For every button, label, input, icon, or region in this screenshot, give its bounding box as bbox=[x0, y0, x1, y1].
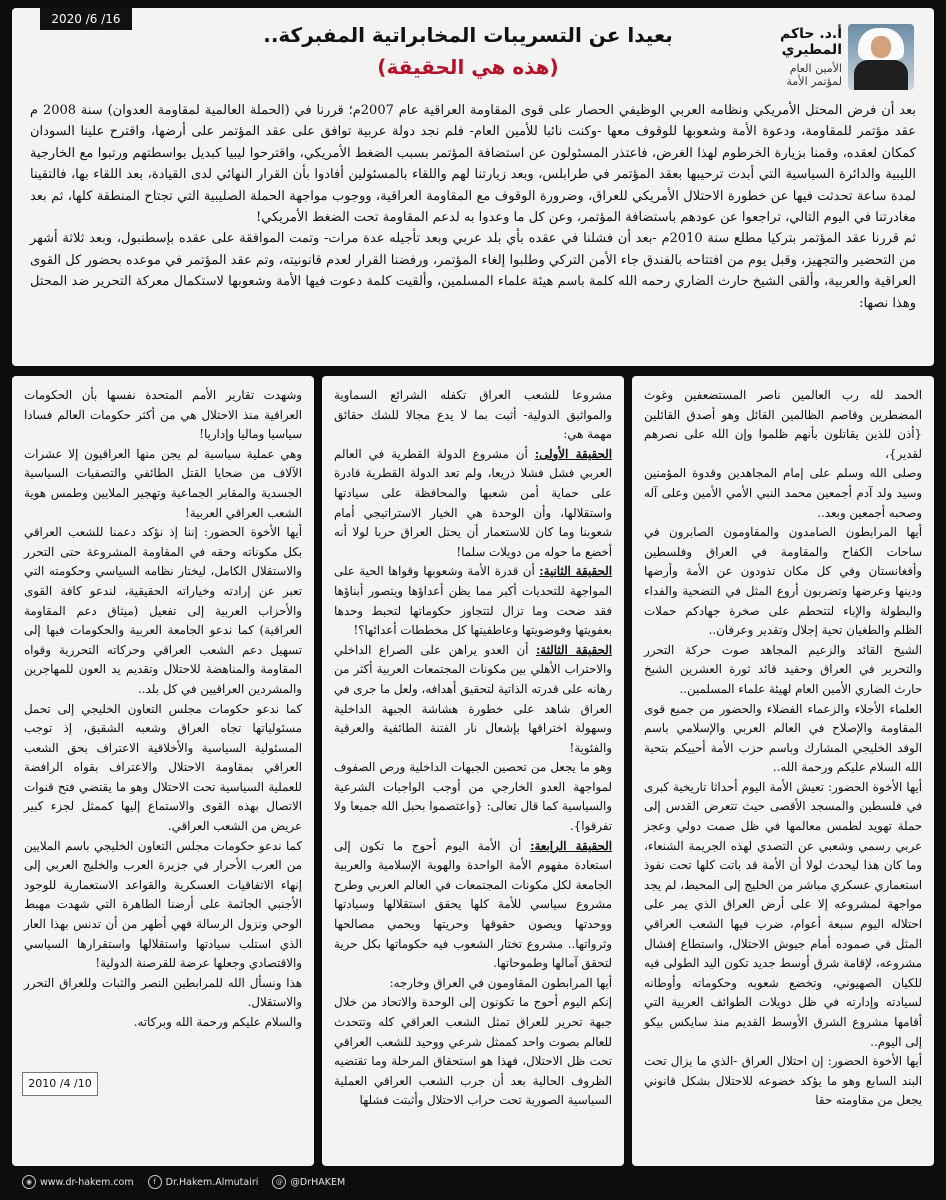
footer-facebook[interactable] bbox=[148, 1175, 259, 1189]
paragraph: كما ندعو حكومات مجلس التعاون الخليجي إلى تحمل مسئولياتها تجاه العراق وشعبه الشقيق، إذ توجب المسئولية السياسية والأخلاقية الاعتراف بحق الشعب العراقي بمقاومة الاحتلال والاعتراف بقواه الرافضة للعملية السياسية تحت الاحتلال وهو ما يقتضي فتح قنوات الاتصال بهذه القوى والاستماع إليها كممثل لجزء كبير عريض من الشعب العراقي. bbox=[24, 701, 302, 834]
paragraph: وشهدت تقارير الأمم المتحدة نفسها بأن الحكومات العراقية منذ الاحتلال هي من أكثر حكومات العالم فسادا سياسيا وماليا وإداريا! bbox=[24, 388, 302, 442]
publish-date: 2020 /6 /16 bbox=[40, 8, 132, 30]
paragraph bbox=[334, 562, 612, 640]
headline-main: بعيدا عن التسريبات المخابراتية المفبركة.. bbox=[263, 23, 673, 47]
article-header-card bbox=[12, 8, 934, 366]
paragraph: وهي عملية سياسية لم يجن منها العراقيون إلا عشرات الآلاف من ضحايا القتل الطائفي والتصفيات السياسية الجسدية والمقابر الجماعية وتهجير الملايين وطمس هوية الشعب العراقي العربية! bbox=[24, 446, 302, 520]
paragraph-body: أن العدو يراهن على الصراع الداخلي والاحتراب الأهلي بين مكونات المجتمعات العربية أكثر من رهانه على قدرته الذاتية لتحقيق أهدافه، ولعل ما جرى في العراق شاهد على خطورة هشاشة الجبهة الداخلية وسهولة اختراقها بإشعال نار الفتنة الطائفية والعرقية والفئوية! bbox=[334, 642, 612, 755]
footer-twitter[interactable] bbox=[272, 1175, 345, 1189]
author-name: أ.د. حاكم المطيري bbox=[780, 26, 842, 58]
paragraph: العلماء الأجلاء والزعماء الفضلاء والحضور من جميع قوى المقاومة والإصلاح في العالم العربي والإسلامي باسم الوفد الخليجي المشارك وباسم حزب الأمة أحييكم بتحية الله السلام عليكم ورحمة الله.. bbox=[644, 701, 922, 775]
footer-label: Dr.Hakem.Almutairi bbox=[165, 1176, 259, 1188]
paragraph: أيها الأخوة الحضور: تعيش الأمة اليوم أحداثا تاريخية كبرى في فلسطين والمسجد الأقصى حيث تتعرض القدس إلى حملة تهويد لطمس معالمها في ظل صمت دولي وعجز عربي رسمي وشعبي عن التصدي لهذه الجريمة الشنعاء، وما كان هذا ليحدث لولا أن الأمة قد باتت كلها تحت نفوذ استعماري عسكري مباشر من الخليج إلى المحيط، لم يجد مواجهة لمشروعه إلا على أرض العراق الذي يمر على احتلاله اليوم سبعة أعوام، ضرب فيها الشعب العراقي المثل في صموده أمام جيوش الاحتلال، واستطاع إفشال مشروعه، لإقامة شرق أوسط جديد تكون اليد الطولى فيه للكيان الصهيوني، وتخضع شعوبه وحكوماته وأوطانه لسيادته وإدارته في ظل دويلات الطوائف العربية التي أقامها مشروع الشرق الأوسط القديم منذ سايكس بيكو إلى اليوم.. bbox=[644, 779, 922, 1049]
footer-social bbox=[22, 1172, 345, 1192]
truth-heading: الحقيقة الأولى: bbox=[534, 446, 612, 461]
footer-label: @DrHAKEM bbox=[290, 1176, 346, 1188]
intro-text bbox=[30, 100, 916, 314]
paragraph: وصلى الله وسلم على إمام المجاهدين وقدوة المؤمنين وسيد ولد آدم أجمعين محمد النبي الأمي الأمين وعلى آله وصحبه أجمعين وبعد.. bbox=[644, 466, 922, 520]
at-icon: @ bbox=[272, 1175, 286, 1189]
paragraph bbox=[334, 641, 612, 759]
facebook-icon: f bbox=[148, 1175, 162, 1189]
speech-date: 2010 /4 /10 bbox=[22, 1072, 98, 1096]
author-box bbox=[764, 24, 914, 90]
paragraph: والسلام عليكم ورحمة الله وبركاته. bbox=[133, 1015, 302, 1029]
intro-paragraph: ثم قررنا عقد المؤتمر بتركيا مطلع سنة 2010م -بعد أن فشلنا في عقده بأي بلد عربي وبعد تأجيله عدة مرات- وتمت الموافقة على عقده بإسطنبول، وبعد ثلاثة أشهر من التحضير والتجهيز، وقبل يوم من افتتاحه بالفندق جاء الأمن التركي وطلبوا إلغاء المؤتمر، ورفضنا القرار لعدم قانونيته، وتم عقد المؤتمر في موعده بحضور كل القوى العراقية والعربية، وألقى الشيخ حارث الضاري رحمه الله كلمة باسم هيئة علماء المسلمين، وألقيت كلمة دعوت فيها الأمة وشعوبها لاستكمال معركة التحرير ضد المحتل وهذا نصها: bbox=[30, 231, 916, 311]
column-left bbox=[12, 376, 314, 1166]
column-right bbox=[632, 376, 934, 1166]
paragraph: الحمد لله رب العالمين ناصر المستضعفين وغوث المضطرين وقاصم الظالمين القائل وهو أصدق القائلين {أذن للذين يقاتلون بأنهم ظلموا وإن الله على نصرهم لقدير}، bbox=[644, 388, 922, 461]
footer-label: www.dr-hakem.com bbox=[40, 1176, 134, 1188]
paragraph-body: أن مشروع الدولة القطرية في العالم العربي فشل فشلا ذريعا، ولم تعد الدولة القطرية قادرة على حماية أمن شعبها والمحافظة على سيادتها واستقلالها، وأن الوحدة هي الخيار الاستراتيجي أمام شعوبنا وما كان للاستعمار أن يحتل العراق حربا لولا أنه أخضع ما حوله من دويلات سلما! bbox=[334, 446, 612, 559]
intro-paragraph: بعد أن فرض المحتل الأمريكي ونظامه العربي الوظيفي الحصار على قوى المقاومة العراقية عام 2007م؛ قررنا في (الحملة العالمية لمقاومة العدوان) سنة 2008 م عقد مؤتمر للمقاومة، ودعوة الأمة وشعوبها للوقوف معها -وكنت نائبا للأمين العام- فلم نجد دولة عربية توافق على عقد المؤتمر على أرضها، واقترح علينا السودان كمكان لعقده، وقمنا بزيارة الخرطوم لهذا الغرض، فاعتذر المسئولون عن استضافة المؤتمر بسبب الضغط الأمريكي، واقترحوا ليبيا كبديل بواسطتهم ورتبوا مع الخارجية الليبية والدائرة السياسية التي أبدت ترحيبها بعقد المؤتمر في طرابلس، وبعد زيارتنا لهم واللقاء بالمسئولين أفادوا بأن القرار النهائي لدى القيادة، بعد اللقاء بها، فالتقينا لمدة ساعة تحدثت فيها عن خطورة الاحتلال الأمريكي للعراق، وضرورة الوقوف مع المقاومة العراقية، ووجوب مواجهة الحملة الصليبية التي تجتاح المنطقة كلها، ثم بعد مغادرتنا في اليوم التالي، تراجعوا عن عودهم باستضافة المؤتمر، وعن كل ما وعدوا به لدعم المقاومة تحت الضغط الأمريكي! bbox=[30, 103, 916, 226]
paragraph: كما ندعو حكومات مجلس التعاون الخليجي باسم الملايين من العرب الأحرار في جزيرة العرب والخليج العربي إلى إنهاء الاتفاقيات العسكرية والقواعد الاستعمارية للوجود الأجنبي الجاثمة على أرضنا الطاهرة التي شهدت مهبط الوحي ونزول الرسالة فهي أطهر من أن تدنس بهذا العار الذي استلب سيادتها واستقلالها واستقرارها السياسي والاقتصادي وجعلها عرضة للقرصنة الدولية! bbox=[24, 838, 302, 971]
web-icon: ◉ bbox=[22, 1175, 36, 1189]
truth-heading: الحقيقة الثانية: bbox=[539, 564, 612, 579]
speech-columns bbox=[12, 376, 934, 1166]
paragraph bbox=[334, 445, 612, 563]
paragraph: هذا ونسأل الله للمرابطين النصر والثبات وللعراق التحرر والاستقلال. bbox=[24, 975, 302, 1010]
author-avatar bbox=[848, 24, 914, 90]
paragraph: مشروعا للشعب العراق تكفله الشرائع السماوية والمواثيق الدولية- أثبت بما لا يدع مجالا للشك حقائق مهمة هي: bbox=[334, 388, 612, 442]
truth-heading: الحقيقة الثالثة: bbox=[535, 642, 612, 657]
paragraph: الشيخ القائد والزعيم المجاهد صوت حركة التحرر والتحرير في العراق وحفيد قائد ثورة العشرين الشيخ حارث الضاري الأمين العام لهيئة علماء المسلمين.. bbox=[644, 642, 922, 696]
headline-sub: (هذه هي الحقيقة) bbox=[377, 55, 559, 79]
paragraph-body: أن الأمة اليوم أحوج ما تكون إلى استعادة مفهوم الأمة الواحدة والهوية الإسلامية والعربية الجامعة لكل مكونات المجتمعات في العالم العربي وطرح مشروع سياسي للأمة كلها يحقق استقلالها وسيادتها ووحدتها ويصون حقوقها وحريتها ويحمي مصالحها وثرواتها.. مشروع تختار الشعوب فيه حكوماتها بكل حرية لتحقق آمالها وطموحاتها. bbox=[334, 838, 612, 971]
column-middle bbox=[322, 376, 624, 1166]
paragraph-body: أن قدرة الأمة وشعوبها وقواها الحية على المواجهة للتحديات أكبر مما يظن أعداؤها ويتصور أبناؤها فقد ضحت وما تزال لتتجاوز حكوماتها لتحبط وحدها بعفويتها وفوضويتها وعاطفيتها كل مخططات أعدائها؟! bbox=[334, 564, 612, 638]
paragraph: أيها الأخوة الحضور: إننا إذ نؤكد دعمنا للشعب العراقي بكل مكوناته وحقه في المقاومة المشروعة حتى التحرر والاستقلال الكامل، ليختار نظامه السياسي وحكومته التي تعبر عن إرادته وخياراته الحقيقية، لندعو كافة القوى والأحزاب العربية إلى تفعيل (ميثاق دعم المقاومة العراقية) كما ندعو الجامعة العربية والحكومات فيها إلى تسهيل دعم الشعب العراقي وحركاته التحررية وقواه المقاومة والمناهضة للاحتلال وتقديم يد العون للمهاجرين والمشردين العراقيين في كل بلد.. bbox=[24, 525, 302, 696]
paragraph: أيها المرابطون المقاومون في العراق وخارجه: bbox=[389, 975, 612, 990]
paragraph: أيها المرابطون الصامدون والمقاومون الصابرون في ساحات الكفاح والمقاومة في العراق وفلسطين وأفغانستان وفي كل مكان تذودون عن الأمة وأرضها ودينها وعرضها وتضربون أروع المثل في التضحية والفداء والبطولة والإباء لتتحطم على صخرة جهادكم حملات الظلم والطغيان تحية إجلال وتقدير وعرفان.. bbox=[644, 525, 922, 638]
footer-website[interactable] bbox=[22, 1175, 134, 1189]
article-headline bbox=[192, 18, 744, 82]
paragraph: إنكم اليوم أحوج ما تكونون إلى الوحدة والاتحاد من خلال جبهة تحرير للعراق تمثل الشعب العراقي كله وتتحدث للعالم بصوت واحد كممثل شرعي ووحيد للشعب العراقي تحت ظل الاحتلال، فهذا هو استحقاق المرحلة وما تقتضيه الظروف الحالية بعد أن جرب الشعب العراقي العملية السياسية الصورية تحت حراب الاحتلال وأثبتت فشلها bbox=[334, 995, 612, 1108]
paragraph bbox=[334, 837, 612, 974]
truth-heading: الحقيقة الرابعة: bbox=[530, 838, 612, 853]
paragraph: وهو ما يجعل من تحصين الجبهات الداخلية ورص الصفوف لمواجهة العدو الخارجي من أوجب الواجبات الشرعية والسياسية كما قال تعالى: {واعتصموا بحبل الله جميعا ولا تفرقوا}. bbox=[334, 760, 612, 834]
author-role: الأمين العام لمؤتمر الأمة bbox=[786, 62, 842, 88]
paragraph: أيها الأخوة الحضور: إن احتلال العراق -الذي ما يزال تحت البند السابع وهو ما يؤكد خضوعه للاحتلال بشكل قانوني يجعل من مقاومته حقا bbox=[644, 1054, 922, 1108]
